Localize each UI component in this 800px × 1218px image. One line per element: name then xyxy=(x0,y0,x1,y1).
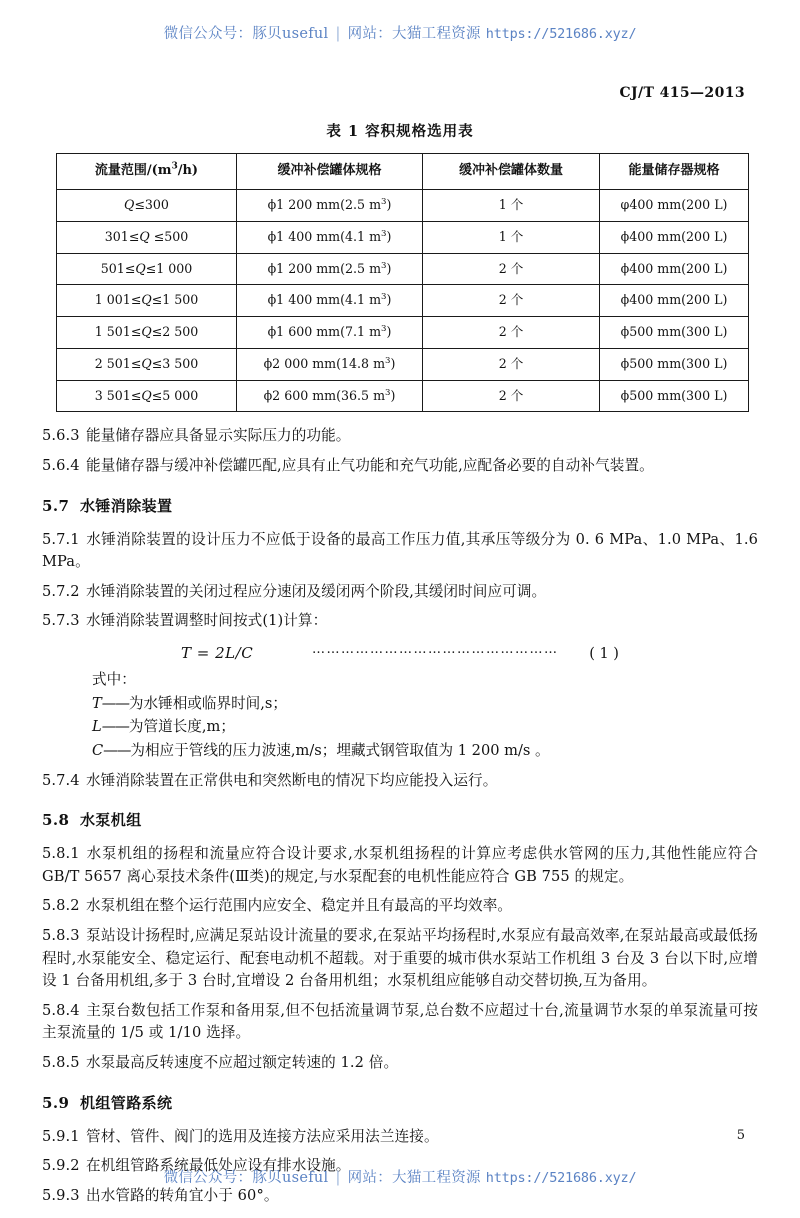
table-cell-accumulator-spec: ϕ500 mm(300 L) xyxy=(600,348,749,380)
section-heading-5-9 xyxy=(42,1092,758,1113)
clause-5-8-1 xyxy=(42,843,758,888)
table-cell-flow-range: 1 001≤Q≤1 500 xyxy=(57,285,237,317)
table-cell-tank-spec: ϕ2 600 mm(36.5 $m^3$) xyxy=(237,380,423,412)
table-cell-tank-count: 2 个 xyxy=(423,285,600,317)
section-number-5-9: 5.9 xyxy=(42,1093,70,1112)
clause-number-5-7-3: 5.7.3 xyxy=(42,612,80,630)
clause-5-7-3 xyxy=(42,610,758,633)
clause-text-5-7-1: 水锤消除装置的设计压力不应低于设备的最高工作压力值,其承压等级分为 0. 6 MPa、1.0 MPa、1.6 MPa。 xyxy=(42,530,758,571)
clause-5-7-1 xyxy=(42,529,758,574)
definition-C xyxy=(92,739,758,763)
table-row xyxy=(57,285,749,317)
clause-text-5-8-1: 水泵机组的扬程和流量应符合设计要求,水泵机组扬程的计算应考虑供水管网的压力,其他性能应符合 GB/T 5657 离心泵技术条件(Ⅲ类)的规定,与水泵配套的电机性能应符合 GB 755 的规定。 xyxy=(42,845,758,885)
clause-number-5-6-4: 5.6.4 xyxy=(42,457,80,474)
section-title-5-8: 水泵机组 xyxy=(80,811,142,830)
clause-5-9-1 xyxy=(42,1126,758,1149)
clause-5-8-2 xyxy=(42,895,758,918)
table-cell-tank-spec: ϕ1 400 mm(4.1 $m^3$) xyxy=(237,221,423,253)
table-cell-tank-spec: ϕ1 600 mm(7.1 $m^3$) xyxy=(237,317,423,349)
standard-code-header: CJ/T 415—2013 xyxy=(619,85,745,101)
table-cell-flow-range: 301≤Q ≤500 xyxy=(57,221,237,253)
section-number-5-7: 5.7 xyxy=(42,496,70,515)
table-cell-accumulator-spec: φ400 mm(200 L) xyxy=(600,190,749,222)
table-cell-tank-count: 2 个 xyxy=(423,253,600,285)
clause-5-7-2 xyxy=(42,581,758,604)
clause-5-6-3 xyxy=(42,425,758,448)
clause-number-5-7-4: 5.7.4 xyxy=(42,771,80,789)
symbol-T: T —— xyxy=(92,695,129,712)
where-label: 式中： xyxy=(92,671,136,689)
table-cell-tank-spec: ϕ1 200 mm(2.5 $m^3$) xyxy=(237,253,423,285)
clause-number-5-8-1: 5.8.1 xyxy=(42,845,80,863)
page-number: 5 xyxy=(736,1128,745,1143)
watermark-prefix-text: 微信公众号：豚贝useful xyxy=(163,1170,329,1186)
table-row xyxy=(57,348,749,380)
clause-number-5-9-3: 5.9.3 xyxy=(42,1186,80,1204)
clause-number-5-8-2: 5.8.2 xyxy=(42,897,80,915)
table-cell-accumulator-spec: ϕ400 mm(200 L) xyxy=(600,221,749,253)
table-caption: 表 1 容积规格选用表 xyxy=(326,123,474,140)
section-title-5-9: 机组管路系统 xyxy=(80,1093,173,1112)
watermark-bottom-banner xyxy=(0,1166,800,1187)
clause-text-5-8-4: 主泵台数包括工作泵和备用泵,但不包括流量调节泵,总台数不应超过十台,流量调节水泵的单泵流量可按主泵流量的 1/5 或 1/10 选择。 xyxy=(42,1001,758,1042)
table-row xyxy=(57,190,749,222)
clause-text-5-7-2: 水锤消除装置的关闭过程应分速闭及缓闭两个阶段,其缓闭时间应可调。 xyxy=(86,582,547,600)
table-row xyxy=(57,253,749,285)
table-cell-flow-range: 3 501≤Q≤5 000 xyxy=(57,380,237,412)
clause-5-8-5 xyxy=(42,1052,758,1075)
clause-text-5-8-5: 水泵最高反转速度不应超过额定转速的 1.2 倍。 xyxy=(86,1054,399,1072)
watermark-site-label: 网站：大猫工程资源 xyxy=(347,1170,481,1186)
table-cell-accumulator-spec: ϕ400 mm(200 L) xyxy=(600,285,749,317)
clause-number-5-9-1: 5.9.1 xyxy=(42,1127,80,1145)
clause-text-5-7-4: 水锤消除装置在正常供电和突然断电的情况下均应能投入运行。 xyxy=(86,771,498,789)
table-cell-tank-count: 1 个 xyxy=(423,221,600,253)
watermark-separator: | xyxy=(335,1170,341,1186)
clause-text-5-8-3: 泵站设计扬程时,应满足泵站设计流量的要求,在泵站平均扬程时,水泵应有最高效率,在泵站最高或最低扬程时,水泵能安全、稳定运行、配套电动机不超载。对于重要的城市供水泵站工作机组 3 台及 3 台以下时,应增设 1 台备用机组,多于 3 台时,宜增设 2 台备用机组；水泵机组应能够自动交替切换,互为备用。 xyxy=(42,927,758,990)
table-header-row xyxy=(57,154,749,190)
section-number-5-8: 5.8 xyxy=(42,811,70,830)
watermark-url: https://521686.xyz/ xyxy=(485,26,637,42)
table-header-cell-flow-range: 流量范围$/(m^3/h)$ xyxy=(57,154,237,190)
clause-text-5-7-3: 水锤消除装置调整时间按式(1)计算： xyxy=(86,612,328,630)
definition-text-C: 为相应于管线的压力波速,m/s；埋藏式钢管取值为 1 200 m/s 。 xyxy=(130,741,550,759)
clause-number-5-7-1: 5.7.1 xyxy=(42,530,80,548)
table-cell-tank-spec: ϕ2 000 mm(14.8 $m^3$) xyxy=(237,348,423,380)
table-cell-accumulator-spec: ϕ500 mm(300 L) xyxy=(600,380,749,412)
clause-number-5-6-3: 5.6.3 xyxy=(42,427,80,445)
clause-text-5-6-3: 能量储存器应具备显示实际压力的功能。 xyxy=(86,427,351,445)
table-row xyxy=(57,221,749,253)
table-row xyxy=(57,380,749,412)
table-header-cell-tank-count: 缓冲补偿罐体数量 xyxy=(423,154,600,190)
symbol-L: L —— xyxy=(92,718,129,735)
clause-5-7-4 xyxy=(42,770,758,793)
table-cell-flow-range: 501≤Q≤1 000 xyxy=(57,253,237,285)
table-header-cell-accumulator-spec: 能量储存器规格 xyxy=(600,154,749,190)
definition-text-L: 为管道长度,m； xyxy=(128,718,235,736)
clause-number-5-7-2: 5.7.2 xyxy=(42,582,80,600)
table-cell-tank-count: 1 个 xyxy=(423,190,600,222)
table-cell-tank-count: 2 个 xyxy=(423,317,600,349)
clause-text-5-9-3: 出水管路的转角宜小于 60°。 xyxy=(86,1186,279,1204)
definition-T xyxy=(92,692,758,716)
table-cell-flow-range: 2 501≤Q≤3 500 xyxy=(57,348,237,380)
table-header-cell-tank-spec: 缓冲补偿罐体规格 xyxy=(237,154,423,190)
watermark-separator: | xyxy=(335,26,341,42)
clause-5-8-4 xyxy=(42,1000,758,1045)
table-cell-tank-count: 2 个 xyxy=(423,348,600,380)
clause-number-5-9-2: 5.9.2 xyxy=(42,1157,80,1175)
section-heading-5-7 xyxy=(42,495,758,516)
clause-number-5-8-4: 5.8.4 xyxy=(42,1001,80,1019)
watermark-prefix-text: 微信公众号：豚贝useful xyxy=(163,26,329,42)
table-cell-accumulator-spec: ϕ400 mm(200 L) xyxy=(600,253,749,285)
table-cell-flow-range: 1 501≤Q≤2 500 xyxy=(57,317,237,349)
page-content xyxy=(42,120,758,1208)
symbol-C: C —— xyxy=(92,742,130,759)
table-cell-accumulator-spec: ϕ500 mm(300 L) xyxy=(600,317,749,349)
formula-1 xyxy=(42,642,758,662)
clause-text-5-8-2: 水泵机组在整个运行范围内应安全、稳定并且有最高的平均效率。 xyxy=(86,897,513,915)
volume-spec-table xyxy=(56,153,749,412)
watermark-site-label: 网站：大猫工程资源 xyxy=(347,26,481,42)
formula-number: ( 1 ) xyxy=(589,646,619,663)
clause-text-5-6-4: 能量储存器与缓冲补偿罐匹配,应具有止气功能和充气功能,应配备必要的自动补气装置。 xyxy=(86,457,654,474)
section-heading-5-8 xyxy=(42,809,758,830)
clause-text-5-9-1: 管材、管件、阀门的选用及连接方法应采用法兰连接。 xyxy=(86,1127,439,1145)
clause-number-5-8-5: 5.8.5 xyxy=(42,1054,80,1072)
watermark-top-banner xyxy=(0,22,800,43)
clause-5-8-3 xyxy=(42,925,758,993)
formula-expression: T = 2L/C xyxy=(181,644,254,663)
clause-number-5-8-3: 5.8.3 xyxy=(42,927,80,945)
section-title-5-7: 水锤消除装置 xyxy=(80,496,173,515)
table-cell-tank-count: 2 个 xyxy=(423,380,600,412)
formula-definitions xyxy=(92,668,758,763)
definition-L xyxy=(92,715,758,739)
table-cell-tank-spec: ϕ1 400 mm(4.1 $m^3$) xyxy=(237,285,423,317)
formula-leader-dots: …………………………………………… xyxy=(311,642,559,658)
clause-5-6-4 xyxy=(42,455,758,478)
table-row xyxy=(57,317,749,349)
clause-5-9-3 xyxy=(42,1185,758,1208)
watermark-url: https://521686.xyz/ xyxy=(485,1170,637,1186)
table-cell-tank-spec: ϕ1 200 mm(2.5 $m^3$) xyxy=(237,190,423,222)
table-cell-flow-range: Q≤300 xyxy=(57,190,237,222)
definition-text-T: 为水锤相或临界时间,s； xyxy=(128,694,287,712)
clause-text-5-9-2: 在机组管路系统最低处应设有排水设施。 xyxy=(86,1157,351,1175)
